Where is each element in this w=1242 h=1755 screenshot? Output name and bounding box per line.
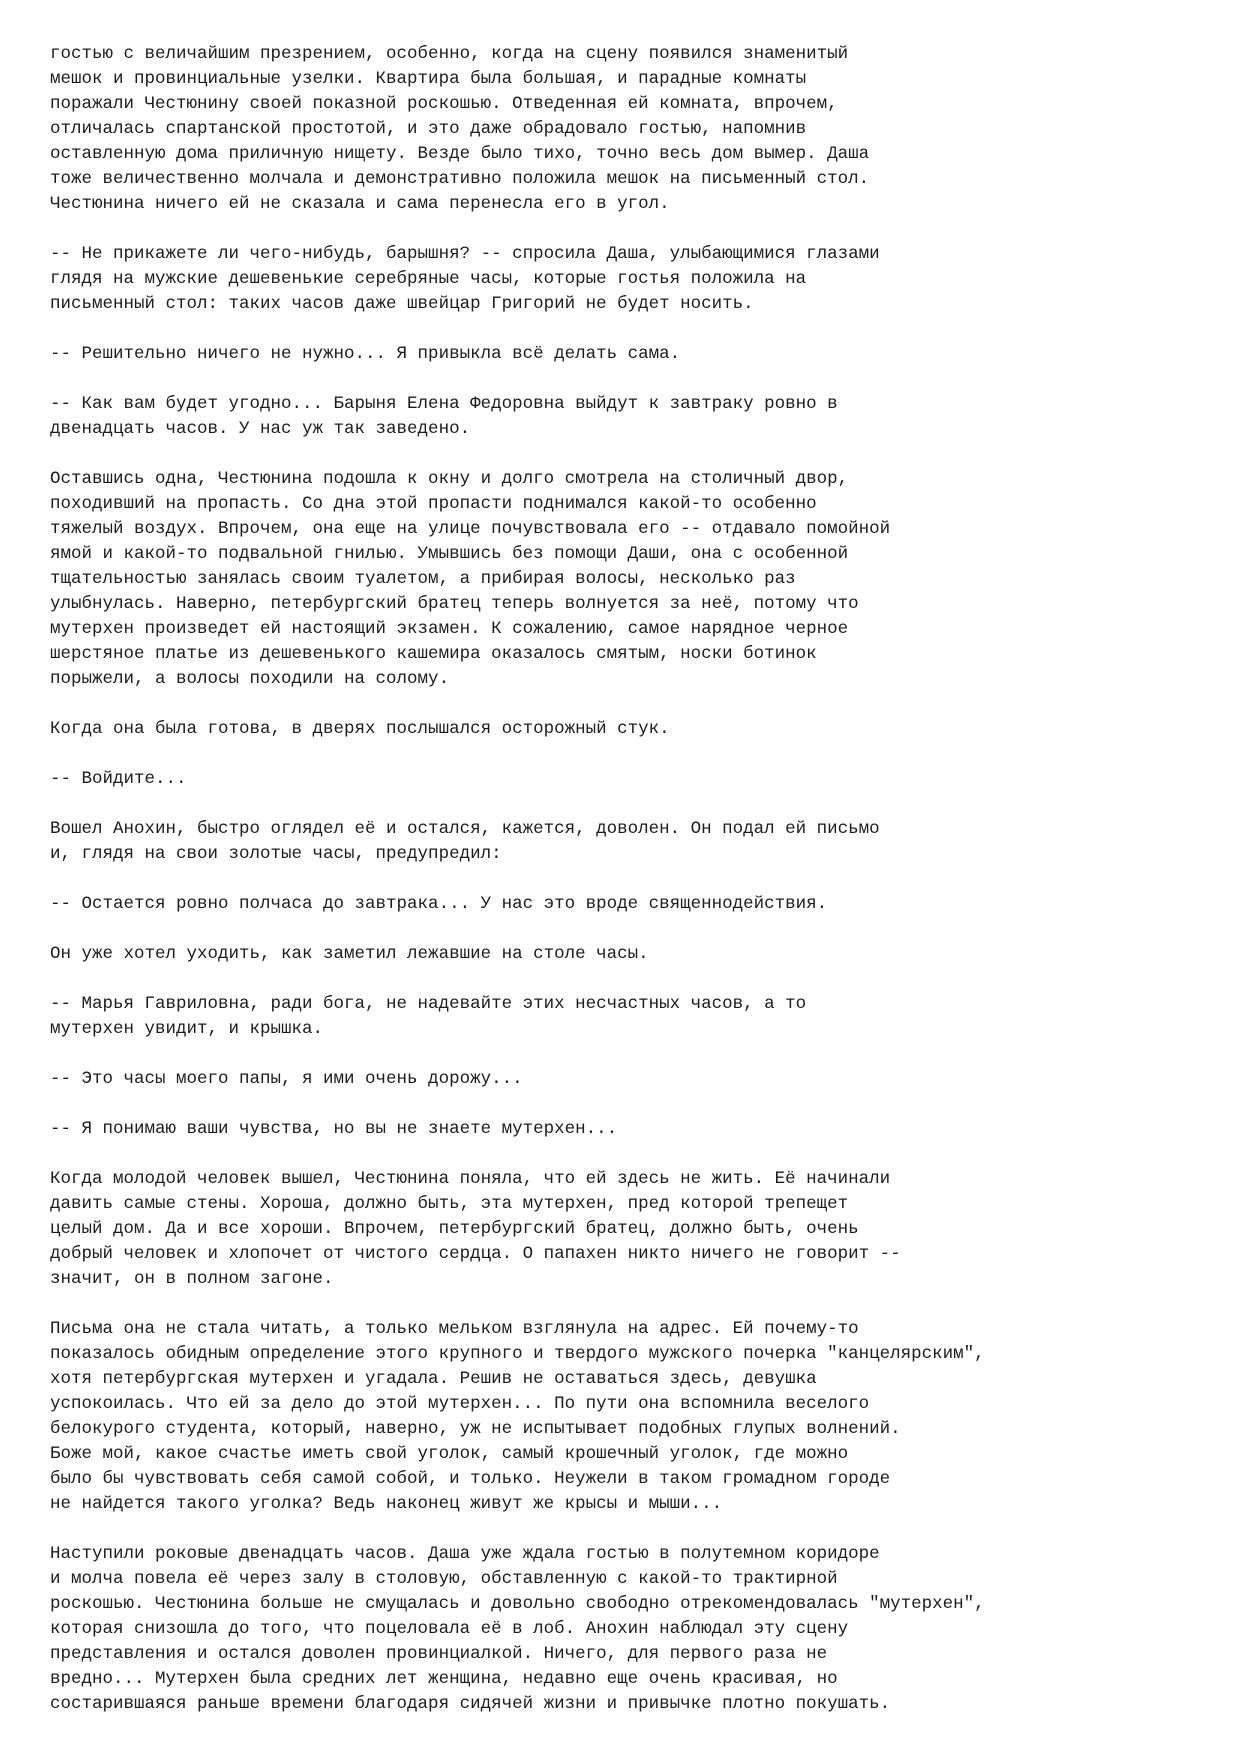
text-line: отличалась спартанской простотой, и это даже обрадовало гостью, напомнив (50, 119, 807, 139)
text-line: поражали Честюнину своей показной роскошью. Отведенная ей комната, впрочем, (50, 94, 838, 114)
text-line: Вошел Анохин, быстро оглядел её и остался, кажется, доволен. Он подал ей письмо (50, 819, 880, 839)
text-line: Он уже хотел уходить, как заметил лежавшие на столе часы. (50, 944, 649, 964)
paragraph (50, 1317, 1220, 1517)
text-line: -- Я понимаю ваши чувства, но вы не знаете мутерхен... (50, 1119, 618, 1139)
paragraph (50, 1067, 1220, 1092)
text-line: -- Войдите... (50, 769, 187, 789)
text-line: -- Остается ровно полчаса до завтрака... У нас это вроде священнодействия. (50, 894, 828, 914)
text-line: тоже величественно молчала и демонстративно положила мешок на письменный стол. (50, 169, 870, 189)
paragraph (50, 1167, 1220, 1292)
text-line: Письма она не стала читать, а только мельком взглянула на адрес. Ей почему-то (50, 1319, 859, 1339)
text-line: -- Это часы моего папы, я ими очень дорожу... (50, 1069, 523, 1089)
text-line: успокоилась. Что ей за дело до этой мутерхен... По пути она вспомнила веселого (50, 1394, 870, 1414)
text-line: добрый человек и хлопочет от чистого сердца. О папахен никто ничего не говорит -- (50, 1244, 901, 1264)
text-line: Честюнина ничего ей не сказала и сама перенесла его в угол. (50, 194, 670, 214)
text-line: походивший на пропасть. Со дна этой пропасти поднимался какой-то особенно (50, 494, 817, 514)
text-line: было бы чувствовать себя самой собой, и только. Неужели в таком громадном городе (50, 1469, 891, 1489)
paragraph (50, 467, 1220, 692)
text-line: значит, он в полном загоне. (50, 1269, 334, 1289)
text-line: Боже мой, какое счастье иметь свой уголок, самый крошечный уголок, где можно (50, 1444, 849, 1464)
text-line: представления и остался доволен провинциалкой. Ничего, для первого раза не (50, 1644, 828, 1664)
paragraph (50, 892, 1220, 917)
text-line: улыбнулась. Наверно, петербургский братец теперь волнуется за неё, потому что (50, 594, 859, 614)
text-line: Когда молодой человек вышел, Честюнина поняла, что ей здесь не жить. Её начинали (50, 1169, 891, 1189)
paragraph (50, 42, 1220, 217)
paragraph (50, 342, 1220, 367)
paragraph (50, 992, 1220, 1042)
text-line: состарившаяся раньше времени благодаря сидячей жизни и привычке плотно покушать. (50, 1694, 891, 1714)
paragraph (50, 942, 1220, 967)
text-line: ямой и какой-то подвальной гнилью. Умывшись без помощи Даши, она с особенной (50, 544, 849, 564)
text-line: мутерхен увидит, и крышка. (50, 1019, 324, 1039)
text-line: -- Решительно ничего не нужно... Я привыкла всё делать сама. (50, 344, 681, 364)
text-line: не найдется такого уголка? Ведь наконец живут же крысы и мыши... (50, 1494, 723, 1514)
text-line: которая снизошла до того, что поцеловала её в лоб. Анохин наблюдал эту сцену (50, 1619, 849, 1639)
text-line: шерстяное платье из дешевенького кашемира оказалось смятым, носки ботинок (50, 644, 817, 664)
document-page (50, 42, 1220, 1742)
text-line: и, глядя на свои золотые часы, предупредил: (50, 844, 502, 864)
text-line: тяжелый воздух. Впрочем, она еще на улице почувствовала его -- отдавало помойной (50, 519, 891, 539)
text-line: Оставшись одна, Честюнина подошла к окну и долго смотрела на столичный двор, (50, 469, 849, 489)
text-line: целый дом. Да и все хороши. Впрочем, петербургский братец, должно быть, очень (50, 1219, 859, 1239)
paragraph (50, 817, 1220, 867)
text-line: -- Как вам будет угодно... Барыня Елена Федоровна выйдут к завтраку ровно в (50, 394, 838, 414)
paragraph (50, 717, 1220, 742)
paragraph (50, 1542, 1220, 1717)
text-line: роскошью. Честюнина больше не смущалась и довольно свободно отрекомендовалась "мутерхен", (50, 1594, 985, 1614)
text-line: давить самые стены. Хороша, должно быть, эта мутерхен, пред которой трепещет (50, 1194, 849, 1214)
paragraph (50, 1117, 1220, 1142)
paragraph (50, 242, 1220, 317)
text-line: порыжели, а волосы походили на солому. (50, 669, 450, 689)
paragraph (50, 767, 1220, 792)
text-line: двенадцать часов. У нас уж так заведено. (50, 419, 471, 439)
text-line: мутерхен произведет ей настоящий экзамен. К сожалению, самое нарядное черное (50, 619, 849, 639)
text-line: оставленную дома приличную нищету. Везде было тихо, точно весь дом вымер. Даша (50, 144, 870, 164)
text-line: -- Марья Гавриловна, ради бога, не надевайте этих несчастных часов, а то (50, 994, 807, 1014)
text-line: хотя петербургская мутерхен и угадала. Решив не оставаться здесь, девушка (50, 1369, 817, 1389)
text-line: письменный стол: таких часов даже швейцар Григорий не будет носить. (50, 294, 754, 314)
text-line: показалось обидным определение этого крупного и твердого мужского почерка "канцелярским", (50, 1344, 985, 1364)
text-line: тщательностью занялась своим туалетом, а прибирая волосы, несколько раз (50, 569, 796, 589)
text-line: гостью с величайшим презрением, особенно, когда на сцену появился знаменитый (50, 44, 849, 64)
text-line: глядя на мужские дешевенькие серебряные часы, которые гостья положила на (50, 269, 807, 289)
text-line: вредно... Мутерхен была средних лет женщина, недавно еще очень красивая, но (50, 1669, 838, 1689)
text-line: мешок и провинциальные узелки. Квартира была большая, и парадные комнаты (50, 69, 807, 89)
text-line: Когда она была готова, в дверях послышался осторожный стук. (50, 719, 670, 739)
text-line: и молча повела её через залу в столовую, обставленную с какой-то трактирной (50, 1569, 838, 1589)
text-line: белокурого студента, который, наверно, уж не испытывает подобных глупых волнений. (50, 1419, 901, 1439)
text-line: -- Не прикажете ли чего-нибудь, барышня? -- спросила Даша, улыбающимися глазами (50, 244, 880, 264)
text-line: Наступили роковые двенадцать часов. Даша уже ждала гостью в полутемном коридоре (50, 1544, 880, 1564)
paragraph (50, 392, 1220, 442)
